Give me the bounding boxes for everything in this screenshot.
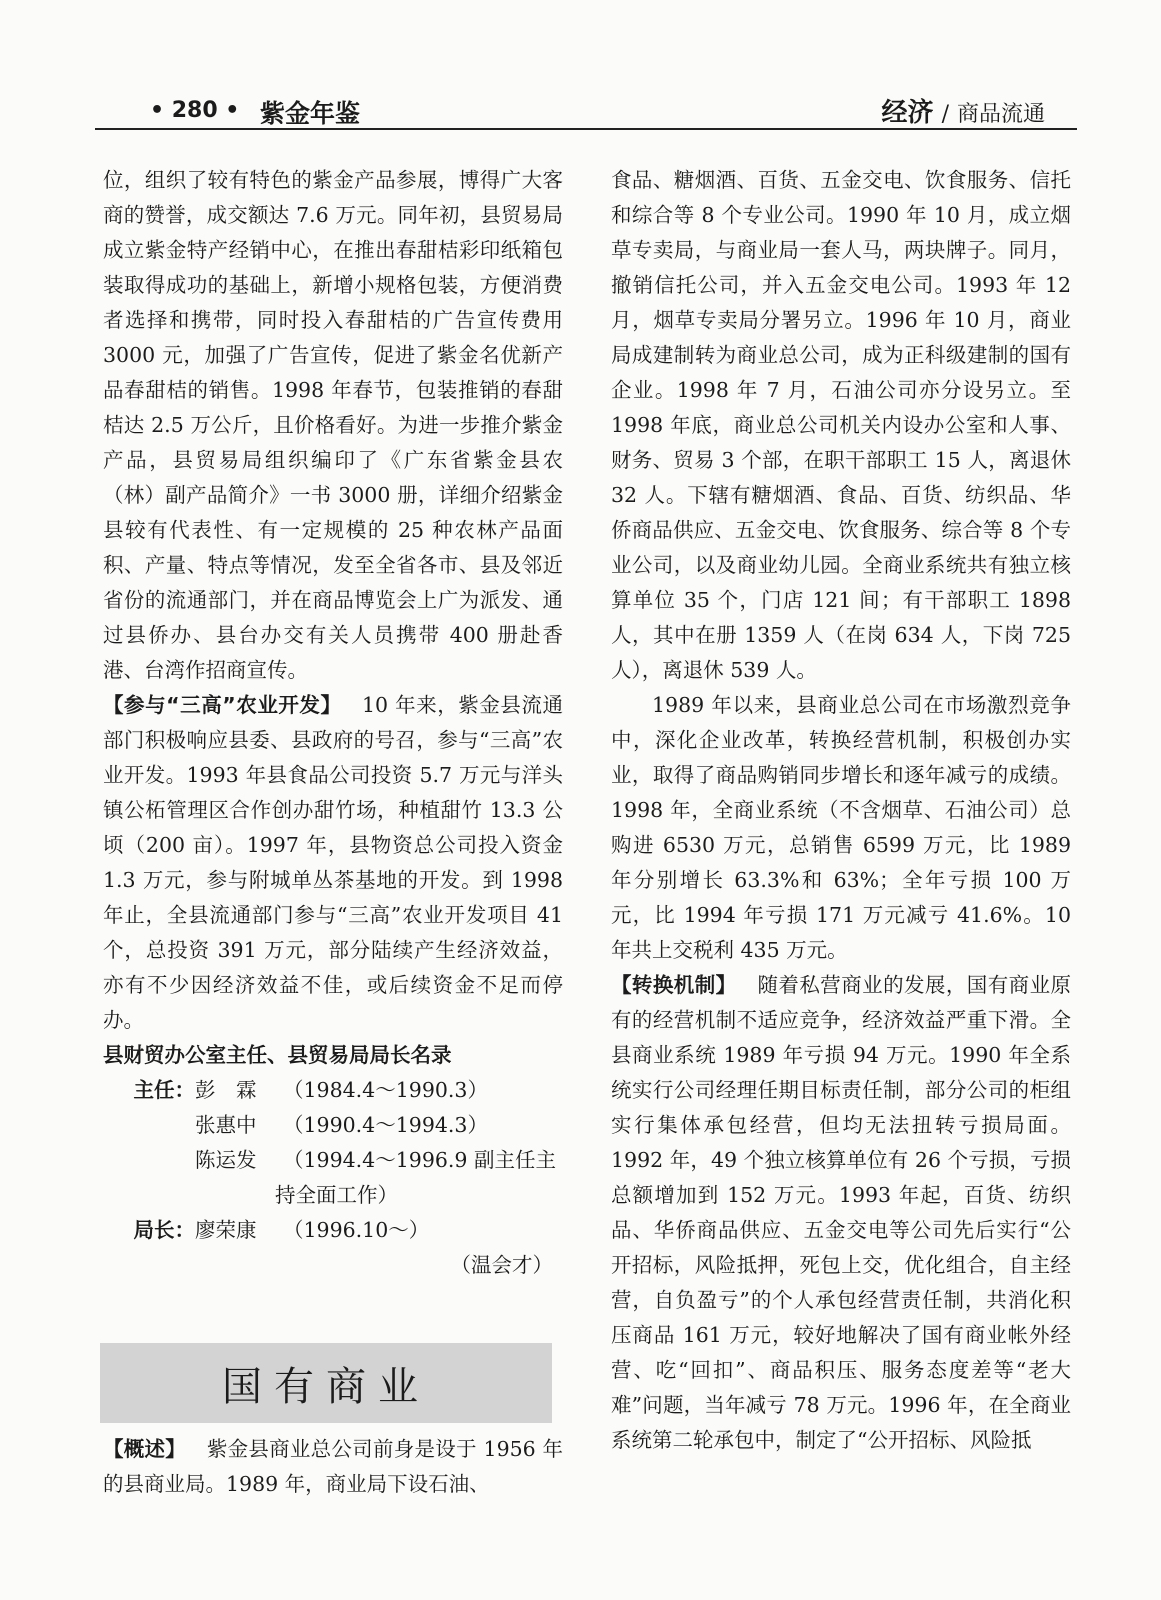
director-term: （1984.4～1990.3） — [283, 1078, 488, 1102]
list-title: 县财贸办公室主任、县贸易局局长名录 — [103, 1043, 452, 1067]
section-banner: 国有商业 — [100, 1343, 552, 1423]
section-main: 经济 — [881, 98, 934, 128]
section-label — [882, 92, 1045, 129]
right-column — [611, 163, 1071, 1458]
header-rule — [95, 128, 1077, 130]
overview-heading: 【概述】 — [103, 1437, 187, 1461]
book-title: 紫金年鉴 — [260, 99, 361, 128]
mechanism-text: 随着私营商业的发展，国有商业原有的经营机制不适应竞争，经济效益严重下滑。全县商业系统 1989 年亏损 94 万元。1990 年全系统实行公司经理任期目标责任制，部分公司的柜组实行集体承包经营，但均无法扭转亏损局面。1992 年，49 个独立核算单位有 26 个亏损，亏损总额增加到 152 万元。1993 年起，百货、纺织品、华侨商品供应、五金交电等公司先后实行“公开招标，风险抵押，死包上交，优化组合，自主经营，自负盈亏”的个人承包经营责任制，共消化积压商品 161 万元，较好地解决了国有商业帐外经营、吃“回扣”、商品积压、服务态度差等“老大难”问题，当年减亏 78 万元。1996 年，在全商业系统第二轮承包中，制定了“公开招标、风险抵 — [611, 973, 1072, 1452]
director-name: 张惠中 — [195, 1113, 257, 1137]
left-paragraph-1: 位，组织了较有特色的紫金产品参展，博得广大客商的赞誉，成交额达 7.6 万元。同年初，县贸易局成立紫金特产经销中心，在推出春甜桔彩印纸箱包装取得成功的基础上，新增小规格包装，方便消费者选择和携带，同时投入春甜桔的广告宣传费用 3000 元，加强了广告宣传，促进了紫金名优新产品春甜桔的销售。1998 年春节，包装推销的春甜桔达 2.5 万公斤，且价格看好。为进一步推介紫金产品，县贸易局组织编印了《广东省紫金县农（林）副产品简介》一书 3000 册，详细介绍紫金县较有代表性、有一定规模的 25 种农林产品面积、产量、特点等情况，发至全省各市、县及邻近省份的流通部门，并在商品博览会上广为派发、通过县侨办、县台办交有关人员携带 400 册赴香港、台湾作招商宣传。 — [103, 168, 563, 682]
author: （温会才） — [450, 1253, 553, 1277]
chief-name: 廖荣康 — [195, 1218, 257, 1242]
chief-role: 局长： — [133, 1218, 195, 1242]
list-item — [103, 1213, 563, 1248]
sangao-text: 10 年来，紫金县流通部门积极响应县委、县政府的号召，参与“三高”农业开发。1993 年县食品公司投资 5.7 万元与洋头镇公柘管理区合作创办甜竹场，种植甜竹 13.3 公顷（200 亩）。1997 年，县物资总公司投入资金 1.3 万元，参与附城单丛茶基地的开发。到 1998 年止，全县流通部门参与“三高”农业开发项目 41 个，总投资 391 万元，部分陆续产生经济效益，亦有不少因经济效益不佳，或后续资金不足而停办。 — [103, 693, 563, 1032]
overview-block — [103, 1432, 563, 1502]
director-term: （1990.4～1994.3） — [283, 1113, 488, 1137]
chief-term: （1996.10～） — [283, 1218, 430, 1242]
right-paragraph-2: 1989 年以来，县商业总公司在市场激烈竞争中，深化企业改革，转换经营机制，积极创办实业，取得了商品购销同步增长和逐年减亏的成绩。1998 年，全商业系统（不含烟草、石油公司）总购进 6530 万元，总销售 6599 万元，比 1989 年分别增长 63.3%和 63%；全年亏损 100 万元，比 1994 年亏损 171 万元减亏 41.6%。10 年共上交税利 435 万元。 — [611, 693, 1071, 962]
director-term-continuation: 持全面工作） — [275, 1183, 398, 1207]
overview-section — [103, 1432, 563, 1502]
director-term: （1994.4～1996.9 副主任主 — [283, 1148, 556, 1172]
name-list — [103, 1073, 563, 1248]
director-name: 彭 霖 — [195, 1078, 257, 1102]
director-role: 主任： — [133, 1078, 195, 1102]
list-item — [103, 1143, 563, 1178]
section-separator: / — [941, 102, 949, 127]
right-paragraph-1: 食品、糖烟酒、百货、五金交电、饮食服务、信托和综合等 8 个专业公司。1990 年 10 月，成立烟草专卖局，与商业局一套人马，两块牌子。同月，撤销信托公司，并入五金交电公司。1993 年 12 月，烟草专卖局分署另立。1996 年 10 月，商业局成建制转为商业总公司，成为正科级建制的国有企业。1998 年 7 月，石油公司亦分设另立。至 1998 年底，商业总公司机关内设办公室和人事、财务、贸易 3 个部，在职干部职工 15 人，离退休 32 人。下辖有糖烟酒、食品、百货、纺织品、华侨商品供应、五金交电、饮食服务、综合等 8 个专业公司，以及商业幼儿园。全商业系统共有独立核算单位 35 个，门店 121 间；有干部职工 1898 人，其中在册 1359 人（在岗 634 人，下岗 725 人），离退休 539 人。 — [611, 168, 1071, 682]
sangao-heading: 【参与“三高”农业开发】 — [103, 693, 342, 717]
page-header — [95, 84, 1075, 126]
overview-text: 紫金县商业总公司前身是设于 1956 年的县商业局。1989 年，商业局下设石油、 — [103, 1437, 564, 1496]
left-column — [103, 163, 563, 1283]
list-item — [103, 1108, 563, 1143]
section-sub: 商品流通 — [956, 102, 1045, 127]
list-item — [103, 1073, 563, 1108]
director-name: 陈运发 — [195, 1148, 257, 1172]
page-number: • 280 • — [150, 98, 240, 123]
mechanism-section — [611, 968, 1071, 1458]
sangao-section — [103, 688, 563, 1038]
mechanism-heading: 【转换机制】 — [611, 973, 737, 997]
